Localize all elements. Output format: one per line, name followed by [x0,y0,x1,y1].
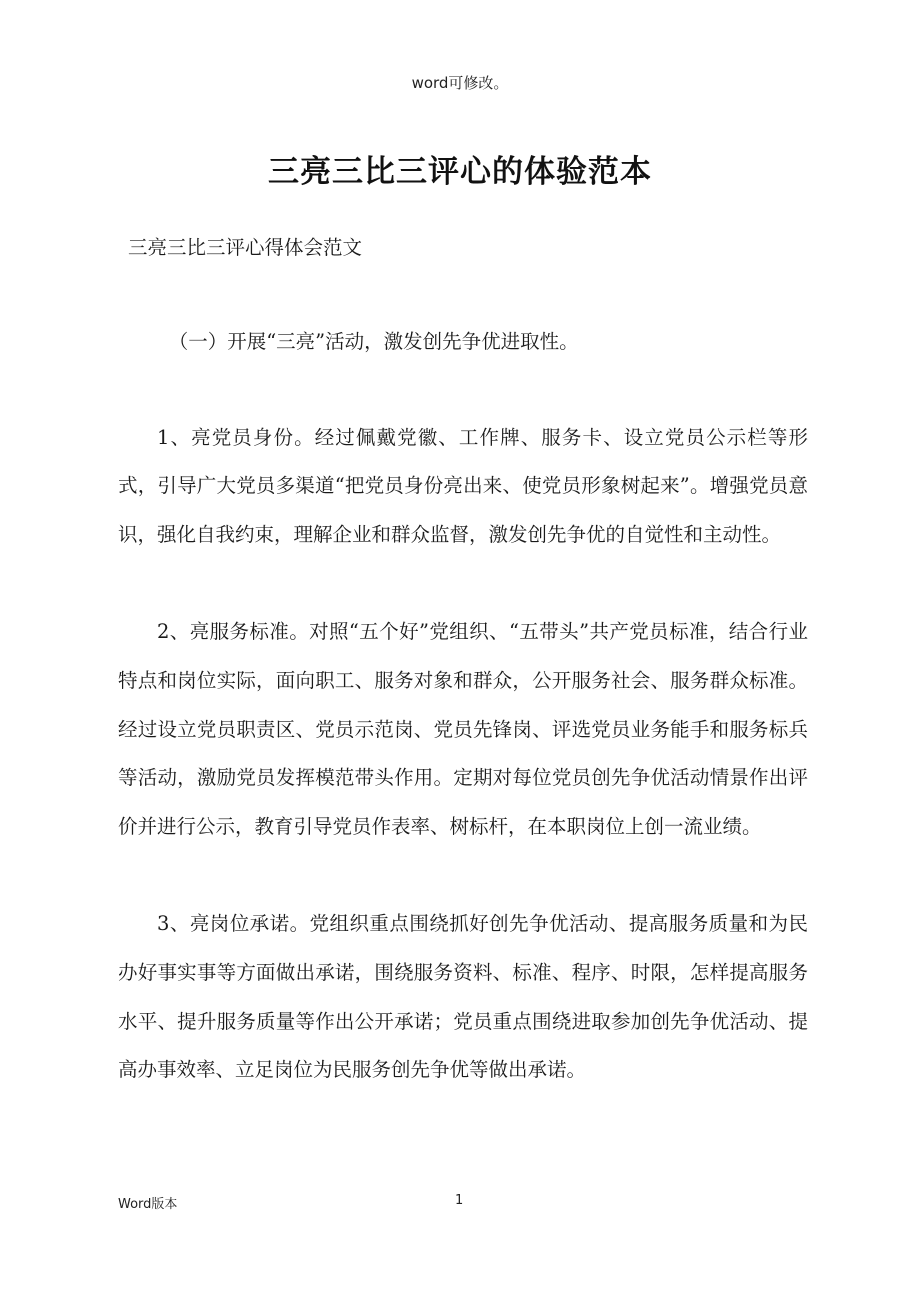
paragraph-2: 2、亮服务标准。对照“五个好”党组织、“五带头”共产党员标准，结合行业特点和岗位实际，面向职工、服务对象和群众，公开服务社会、服务群众标准。经过设立党员职责区、党员示范岗、党员先锋岗、评选党员业务能手和服务标兵等活动，激励党员发挥模范带头作用。定期对每位党员创先争优活动情景作出评价并进行公示，教育引导党员作表率、树标杆，在本职岗位上创一流业绩。 [118,620,808,838]
section-heading: （一）开展“三亮”活动，激发创先争优进取性。 [168,330,579,353]
paragraph-3: 3、亮岗位承诺。党组织重点围绕抓好创先争优活动、提高服务质量和为民办好事实事等方面做出承诺，围绕服务资料、标准、程序、时限，怎样提高服务水平、提升服务质量等作出公开承诺；党员重点围绕进取参加创先争优活动、提高办事效率、立足岗位为民服务创先争优等做出承诺。 [118,912,808,1082]
document-body [118,318,808,1095]
document-title: 三亮三比三评心的体验范本 [268,154,652,190]
page-number: 1 [455,1193,464,1208]
header-note: word可修改。 [411,74,509,92]
document-subtitle: 三亮三比三评心得体会范文 [128,236,363,259]
paragraph-1: 1、亮党员身份。经过佩戴党徽、工作牌、服务卡、设立党员公示栏等形式，引导广大党员多渠道“把党员身份亮出来、使党员形象树起来”。增强党员意识，强化自我约束，理解企业和群众监督，激发创先争优的自觉性和主动性。 [118,425,808,546]
footer-label: Word版本 [118,1197,178,1212]
